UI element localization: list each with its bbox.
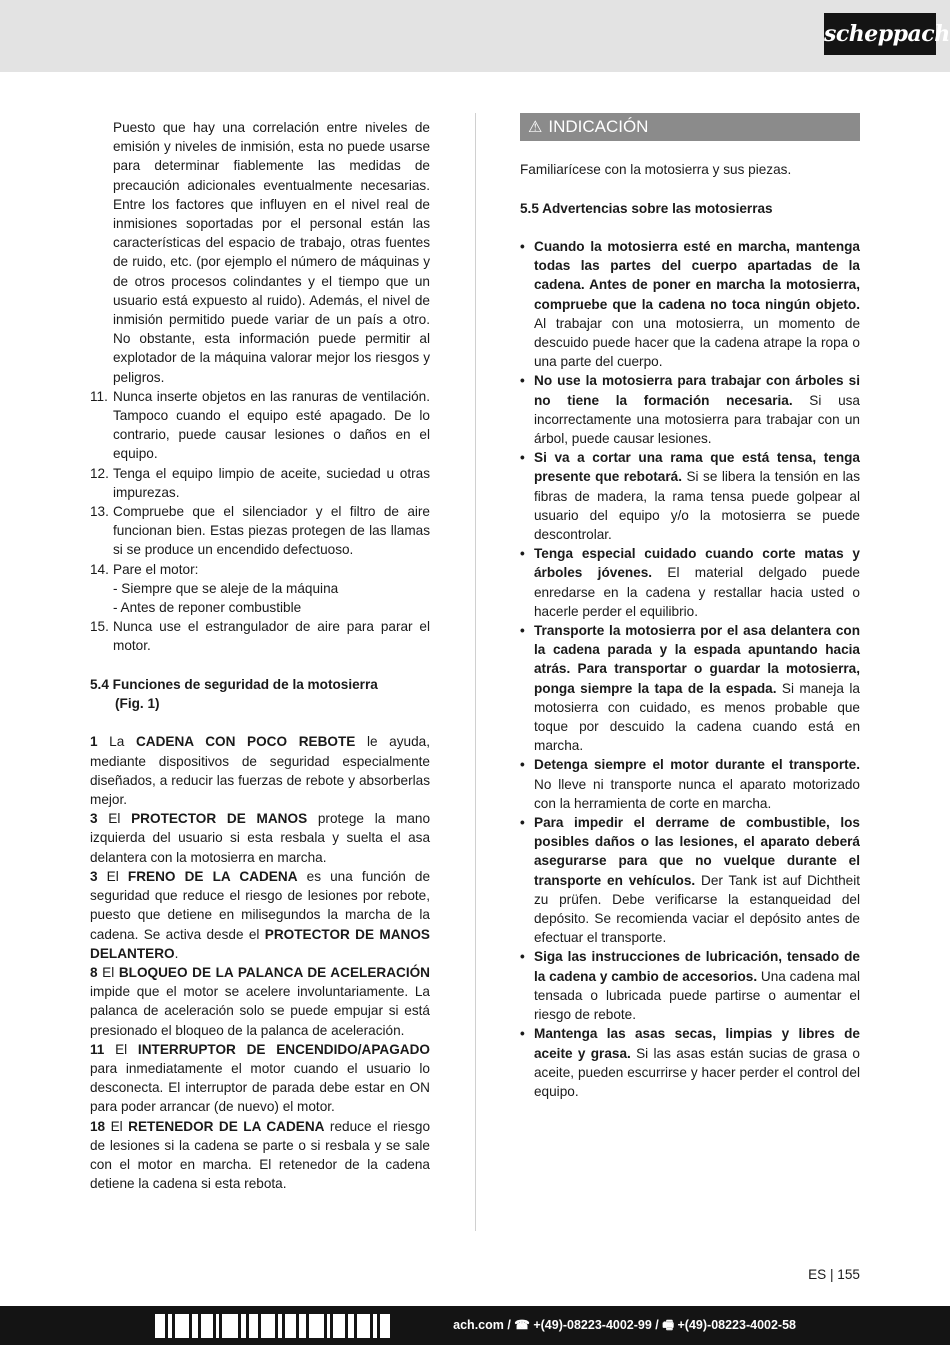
feature-description: protege la mano izquierda del usuario si esta resbala y suelta el asa delantera con la motosierra en marcha. (90, 811, 430, 865)
header-band (0, 0, 950, 72)
bullet-icon: • (520, 373, 525, 389)
list-number: 13. (90, 504, 109, 520)
list-item-15 (90, 617, 430, 655)
feature-prefix: La (97, 734, 136, 750)
feature-paragraph (90, 732, 430, 809)
warning-bullet (520, 947, 860, 1024)
bullet-text: Si maneja la motosierra con cuidado, es menos probable que toque por descuido la cadena cuando está en marcha. (534, 680, 860, 754)
list-text: Nunca use el estrangulador de aire para parar el motor. (113, 619, 430, 654)
list-item-12 (90, 464, 430, 502)
bullet-icon: • (520, 623, 525, 639)
feature-description: impide que el motor se acelere involuntariamente. La palanca de aceleración solo se puede empujar si está presionado el bloqueo de la palanca de aceleración. (90, 984, 430, 1038)
bullet-bold: Detenga siempre el motor durante el transporte. (534, 757, 860, 773)
bullet-text: Al trabajar con una motosierra, un momento de descuido puede hacer que la cadena atrape la ropa o una parte del cuerpo. (534, 315, 860, 370)
left-column (90, 118, 430, 1193)
bullet-icon: • (520, 757, 525, 773)
bullet-text: Si usa incorrectamente una motosierra para trabajar con un árbol, puede causar lesiones. (534, 392, 860, 446)
list-item-14 (90, 560, 430, 579)
feature-number: 3 (90, 868, 98, 884)
bullet-bold: No use la motosierra para trabajar con árboles si no tiene la formación necesaria. (534, 373, 860, 408)
notice-text: Familiarícese con la motosierra y sus piezas. (520, 162, 792, 178)
brand-logo-text: scheppach (824, 21, 950, 47)
feature-name: INTERRUPTOR DE ENCENDIDO/APAGADO (137, 1041, 431, 1057)
list-item-11 (90, 387, 430, 464)
bullet-text: El material delgado puede enredarse en la cadena y restallar hacia usted o hacerle perder el equilibrio. (534, 565, 860, 619)
right-column (520, 113, 860, 1101)
feature-number: 1 (90, 734, 98, 750)
feature-description: para inmediatamente el motor cuando el usuario lo desconecta. El interruptor de parada debe estar en ON para poder arrancar (de nuevo) el motor. (90, 1060, 430, 1115)
footer-contact: ach.com / ☎ +(49)-08223-4002-99 / 🖷 +(49)-08223-4002-58 (453, 1318, 796, 1332)
spacer (520, 141, 860, 160)
feature-paragraph (90, 1117, 430, 1194)
bullet-icon: • (520, 450, 525, 466)
bullet-text: Si se libera la tensión en las fibras de madera, la rama tensa puede golpear al usuario del equipo y/o la motosierra se puede descontrolar. (534, 469, 860, 543)
feature-number: 8 (90, 964, 98, 980)
bullet-bold: Tenga especial cuidado cuando corte matas y árboles jóvenes. (534, 546, 860, 581)
feature-description: reduce el riesgo de lesiones si la cadena se parte o si resbala y se sale con el motor en marcha. El retenedor de la cadena detiene la cadena si esta rebota. (90, 1118, 431, 1192)
bullet-text: No lleve ni transporte nunca el aparato motorizado con la herramienta de corte en marcha. (534, 776, 860, 811)
warning-bullet (520, 544, 860, 621)
bullet-text: Una cadena mal tensada o lubricada puede partirse o aumentar el riesgo de rebote. (534, 968, 860, 1023)
warning-bullet (520, 813, 860, 947)
section-title-5-5: 5.5 Advertencias sobre las motosierras (520, 200, 773, 216)
feature-description-2: . (174, 945, 179, 961)
spacer (520, 179, 860, 198)
section-title-5-4: 5.4 Funciones de seguridad de la motosierra (90, 676, 378, 692)
feature-number: 18 (90, 1118, 106, 1134)
feature-prefix: El (97, 964, 119, 980)
feature-paragraph (90, 963, 430, 1040)
bullet-icon: • (520, 238, 525, 254)
spacer (520, 218, 860, 237)
feature-number: 3 (90, 811, 98, 827)
feature-prefix: El (97, 868, 128, 884)
feature-description: es una función de seguridad que reduce el riesgo de lesiones por rebote, puesto que detiene en milisegundos la marcha de la cadena. Se activa desde el (90, 868, 431, 942)
notice-banner (520, 113, 860, 141)
feature-paragraph (90, 1040, 430, 1117)
list-number: 12. (90, 465, 109, 481)
list-subitem: - Siempre que se aleje de la máquina (113, 580, 339, 596)
bullet-text: Der Tank ist auf Dichtheit zu prüfen. Debe verificarse la estanqueidad del depósito. Se recomienda vaciar el depósito antes de efectuar el transporte. (534, 872, 861, 946)
list-text: Pare el motor: (113, 561, 199, 577)
warning-bullet (520, 237, 860, 371)
bullet-icon: • (520, 949, 525, 965)
feature-name: RETENEDOR DE LA CADENA (128, 1118, 325, 1134)
feature-paragraph (90, 867, 430, 963)
warning-bullet (520, 448, 860, 544)
feature-name: BLOQUEO DE LA PALANCA DE ACELERACIÓN (118, 964, 430, 980)
page-number: ES | 155 (808, 1267, 860, 1282)
spacer (90, 656, 430, 675)
list-text: Nunca inserte objetos en las ranuras de ventilación. Tampoco cuando el equipo esté apagado. De lo contrario, puede causar lesiones o daños en el equipo. (113, 388, 430, 462)
warning-bullet (520, 621, 860, 755)
bullet-text: Si las asas están sucias de grasa o aceite, pueden escurrirse y hacer perder el control del equipo. (534, 1045, 860, 1099)
bullet-bold: Mantenga las asas secas, limpias y libres de aceite y grasa. (534, 1026, 860, 1061)
brand-logo (824, 13, 950, 55)
bullet-icon: • (520, 815, 525, 831)
bullet-bold: Cuando la motosierra esté en marcha, mantenga todas las partes del cuerpo apartadas de la cadena. Antes de poner en marcha la motosierra, compruebe que la cadena no toca ningún objeto. (534, 238, 860, 312)
bullet-icon: • (520, 546, 525, 562)
feature-prefix: El (105, 1118, 129, 1134)
spacer (90, 713, 430, 732)
bullet-bold: Transporte la motosierra por el asa delantera con la cadena parada y la espada apuntando hacia atrás. Para transportar o guardar la motosierra, ponga siempre la tapa de la espada. (534, 623, 860, 696)
feature-description: le ayuda, mediante dispositivos de seguridad especialmente diseñados, a reducir las fuerzas de rebote y absorberlas mejor. (90, 734, 430, 808)
list-text: Compruebe que el silenciador y el filtro de aire funcionan bien. Estas piezas protegen de las llamas si se produce un encendido defectuoso. (113, 504, 430, 558)
feature-name: PROTECTOR DE MANOS (131, 811, 308, 827)
column-divider (475, 113, 476, 1231)
section-title-5-4-fig: (Fig. 1) (115, 696, 160, 712)
warning-bullet (520, 371, 860, 448)
notice-title: INDICACIÓN (548, 117, 649, 136)
bullet-bold: Para impedir el derrame de combustible, los posibles daños o las lesiones, el aparato deberá asegurarse para que no vuelque durante el transporte en vehículos. (534, 815, 860, 888)
warning-icon: ⚠ (528, 119, 543, 136)
warning-bullet (520, 755, 860, 813)
list-text: Tenga el equipo limpio de aceite, suciedad u otras impurezas. (113, 465, 430, 500)
list-number: 15. (90, 619, 109, 635)
list-item-13 (90, 502, 430, 560)
feature-name: FRENO DE LA CADENA (127, 868, 298, 884)
list-number: 11. (90, 388, 108, 404)
bullet-bold: Siga las instrucciones de lubricación, tensado de la cadena y cambio de accesorios. (534, 949, 860, 984)
list-subitem: - Antes de reponer combustible (113, 600, 302, 616)
feature-number: 11 (90, 1041, 105, 1057)
feature-prefix: El (104, 1041, 138, 1057)
footer-band (0, 1306, 950, 1345)
feature-prefix: El (97, 811, 132, 827)
feature-paragraph (90, 809, 430, 867)
feature-name: CADENA CON POCO REBOTE (135, 734, 356, 750)
list-number: 14. (90, 561, 109, 577)
feature-name-2: PROTECTOR DE MANOS DELANTERO (90, 926, 430, 961)
bullet-bold: Si va a cortar una rama que está tensa, tenga presente que rebotará. (534, 450, 860, 485)
intro-paragraph: Puesto que hay una correlación entre niveles de emisión y niveles de inmisión, esta no puede usarse para determinar fiablemente las medidas de precaución adicionales eventualmente necesarias. Entre los factores que influyen en el nivel real de inmisiones soportadas por el personal están las características del espacio de trabajo, otras fuentes de ruido, etc. (por ejemplo el número de máquinas y de otros procesos colindantes y el tiempo que un usuario está expuesto al ruido). Además, el nivel de inmisión permitido puede variar de un país a otro. No obstante, esta información puede permitir al explotador de la máquina valorar mejor los riesgos y peligros. (113, 120, 430, 385)
warning-bullet (520, 1024, 860, 1101)
bullet-icon: • (520, 1026, 525, 1042)
